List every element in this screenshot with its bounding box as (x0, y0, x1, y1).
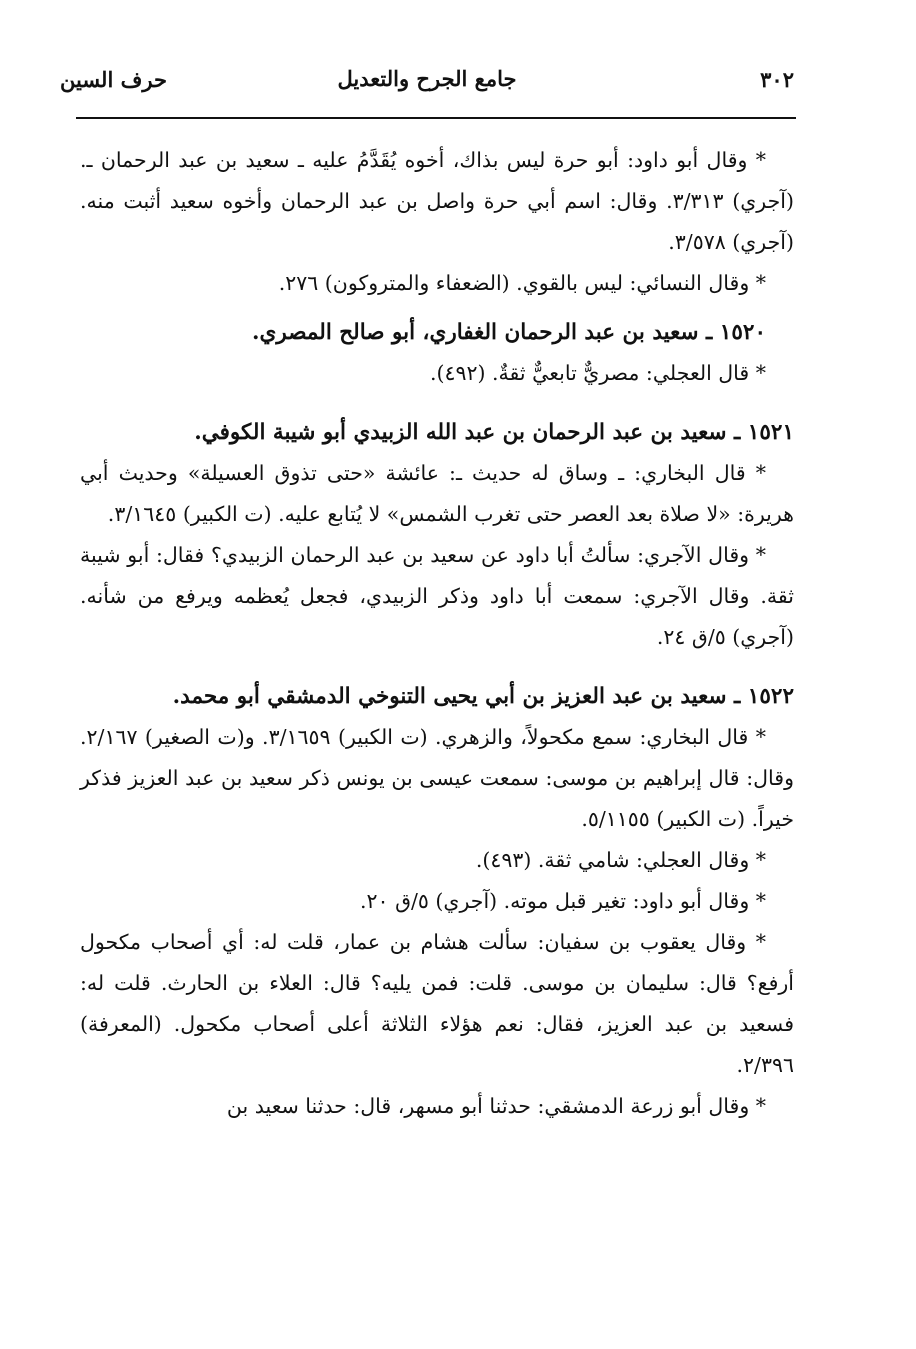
quote-paragraph: * وقال أبو داود: تغير قبل موته. (آجري) ٥/ق ٢٠. (359, 889, 766, 913)
entry-heading-1521: ١٥٢١ ـ سعيد بن عبد الرحمان بن عبد الله الزبيدي أبو شيبة الكوفي. (194, 420, 794, 445)
entry-heading-1522: ١٥٢٢ ـ سعيد بن عبد العزيز بن أبي يحيى التنوخي الدمشقي أبو محمد. (172, 684, 794, 709)
quote-paragraph: * قال العجلي: مصريٌّ تابعيٌّ ثقةٌ. (٤٩٢). (429, 361, 766, 385)
page-body (80, 140, 794, 1127)
quote-paragraph: * وقال الآجري: سألتُ أبا داود عن سعيد بن عبد الرحمان الزبيدي؟ فقال: أبو شيبة ثقة. وقال الآجري: سمعت أبا داود وذكر الزبيدي، فجعل يُعظمه ويرفع من شأنه. (آجري) ٥/ق ٢٤. (80, 543, 794, 649)
quote-paragraph: * قال البخاري: سمع مكحولاً، والزهري. (ت الكبير) ٣/١٦٥٩. و(ت الصغير) ٢/١٦٧. وقال: قال إبراهيم بن موسى: سمعت عيسى بن يونس ذكر سعيد بن عبد العزيز فذكر خيراً. (ت الكبير) ٥/١١٥٥. (80, 725, 794, 831)
quote-paragraph: * وقال أبو داود: أبو حرة ليس بذاك، أخوه يُقَدَّمُ عليه ـ سعيد بن عبد الرحمان ـ. (آجري) ٣/٣١٣. وقال: اسم أبي حرة واصل بن عبد الرحمان وأخوه سعيد أثبت منه. (آجري) ٣/٥٧٨. (80, 148, 794, 254)
quote-paragraph: * وقال يعقوب بن سفيان: سألت هشام بن عمار، قلت له: أي أصحاب مكحول أرفع؟ قال: سليمان بن موسى. قلت: فمن يليه؟ قال: العلاء بن الحارث. قلت له: فسعيد بن عبد العزيز، فقال: نعم هؤلاء الثلاثة أعلى أصحاب مكحول. (المعرفة) ٢/٣٩٦. (80, 930, 794, 1077)
page-header (60, 62, 794, 96)
header-rule (76, 117, 796, 119)
chapter-title: حرف السين (60, 66, 167, 92)
book-title: جامع الجرح والتعديل (337, 66, 517, 91)
page-number: ٣٠٢ (760, 66, 794, 92)
quote-paragraph: * وقال النسائي: ليس بالقوي. (الضعفاء والمتروكون) ٢٧٦. (278, 271, 766, 295)
quote-paragraph: * وقال العجلي: شامي ثقة. (٤٩٣). (475, 848, 766, 872)
entry-heading-1520: ١٥٢٠ ـ سعيد بن عبد الرحمان الغفاري، أبو صالح المصري. (252, 320, 766, 345)
quote-paragraph: * قال البخاري: ـ وساق له حديث ـ: عائشة «حتى تذوق العسيلة» وحديث أبي هريرة: «لا صلاة بعد العصر حتى تغرب الشمس» لا يُتابع عليه. (ت الكبير) ٣/١٦٤٥. (80, 461, 794, 526)
quote-paragraph: * وقال أبو زرعة الدمشقي: حدثنا أبو مسهر، قال: حدثنا سعيد بن (226, 1094, 766, 1118)
